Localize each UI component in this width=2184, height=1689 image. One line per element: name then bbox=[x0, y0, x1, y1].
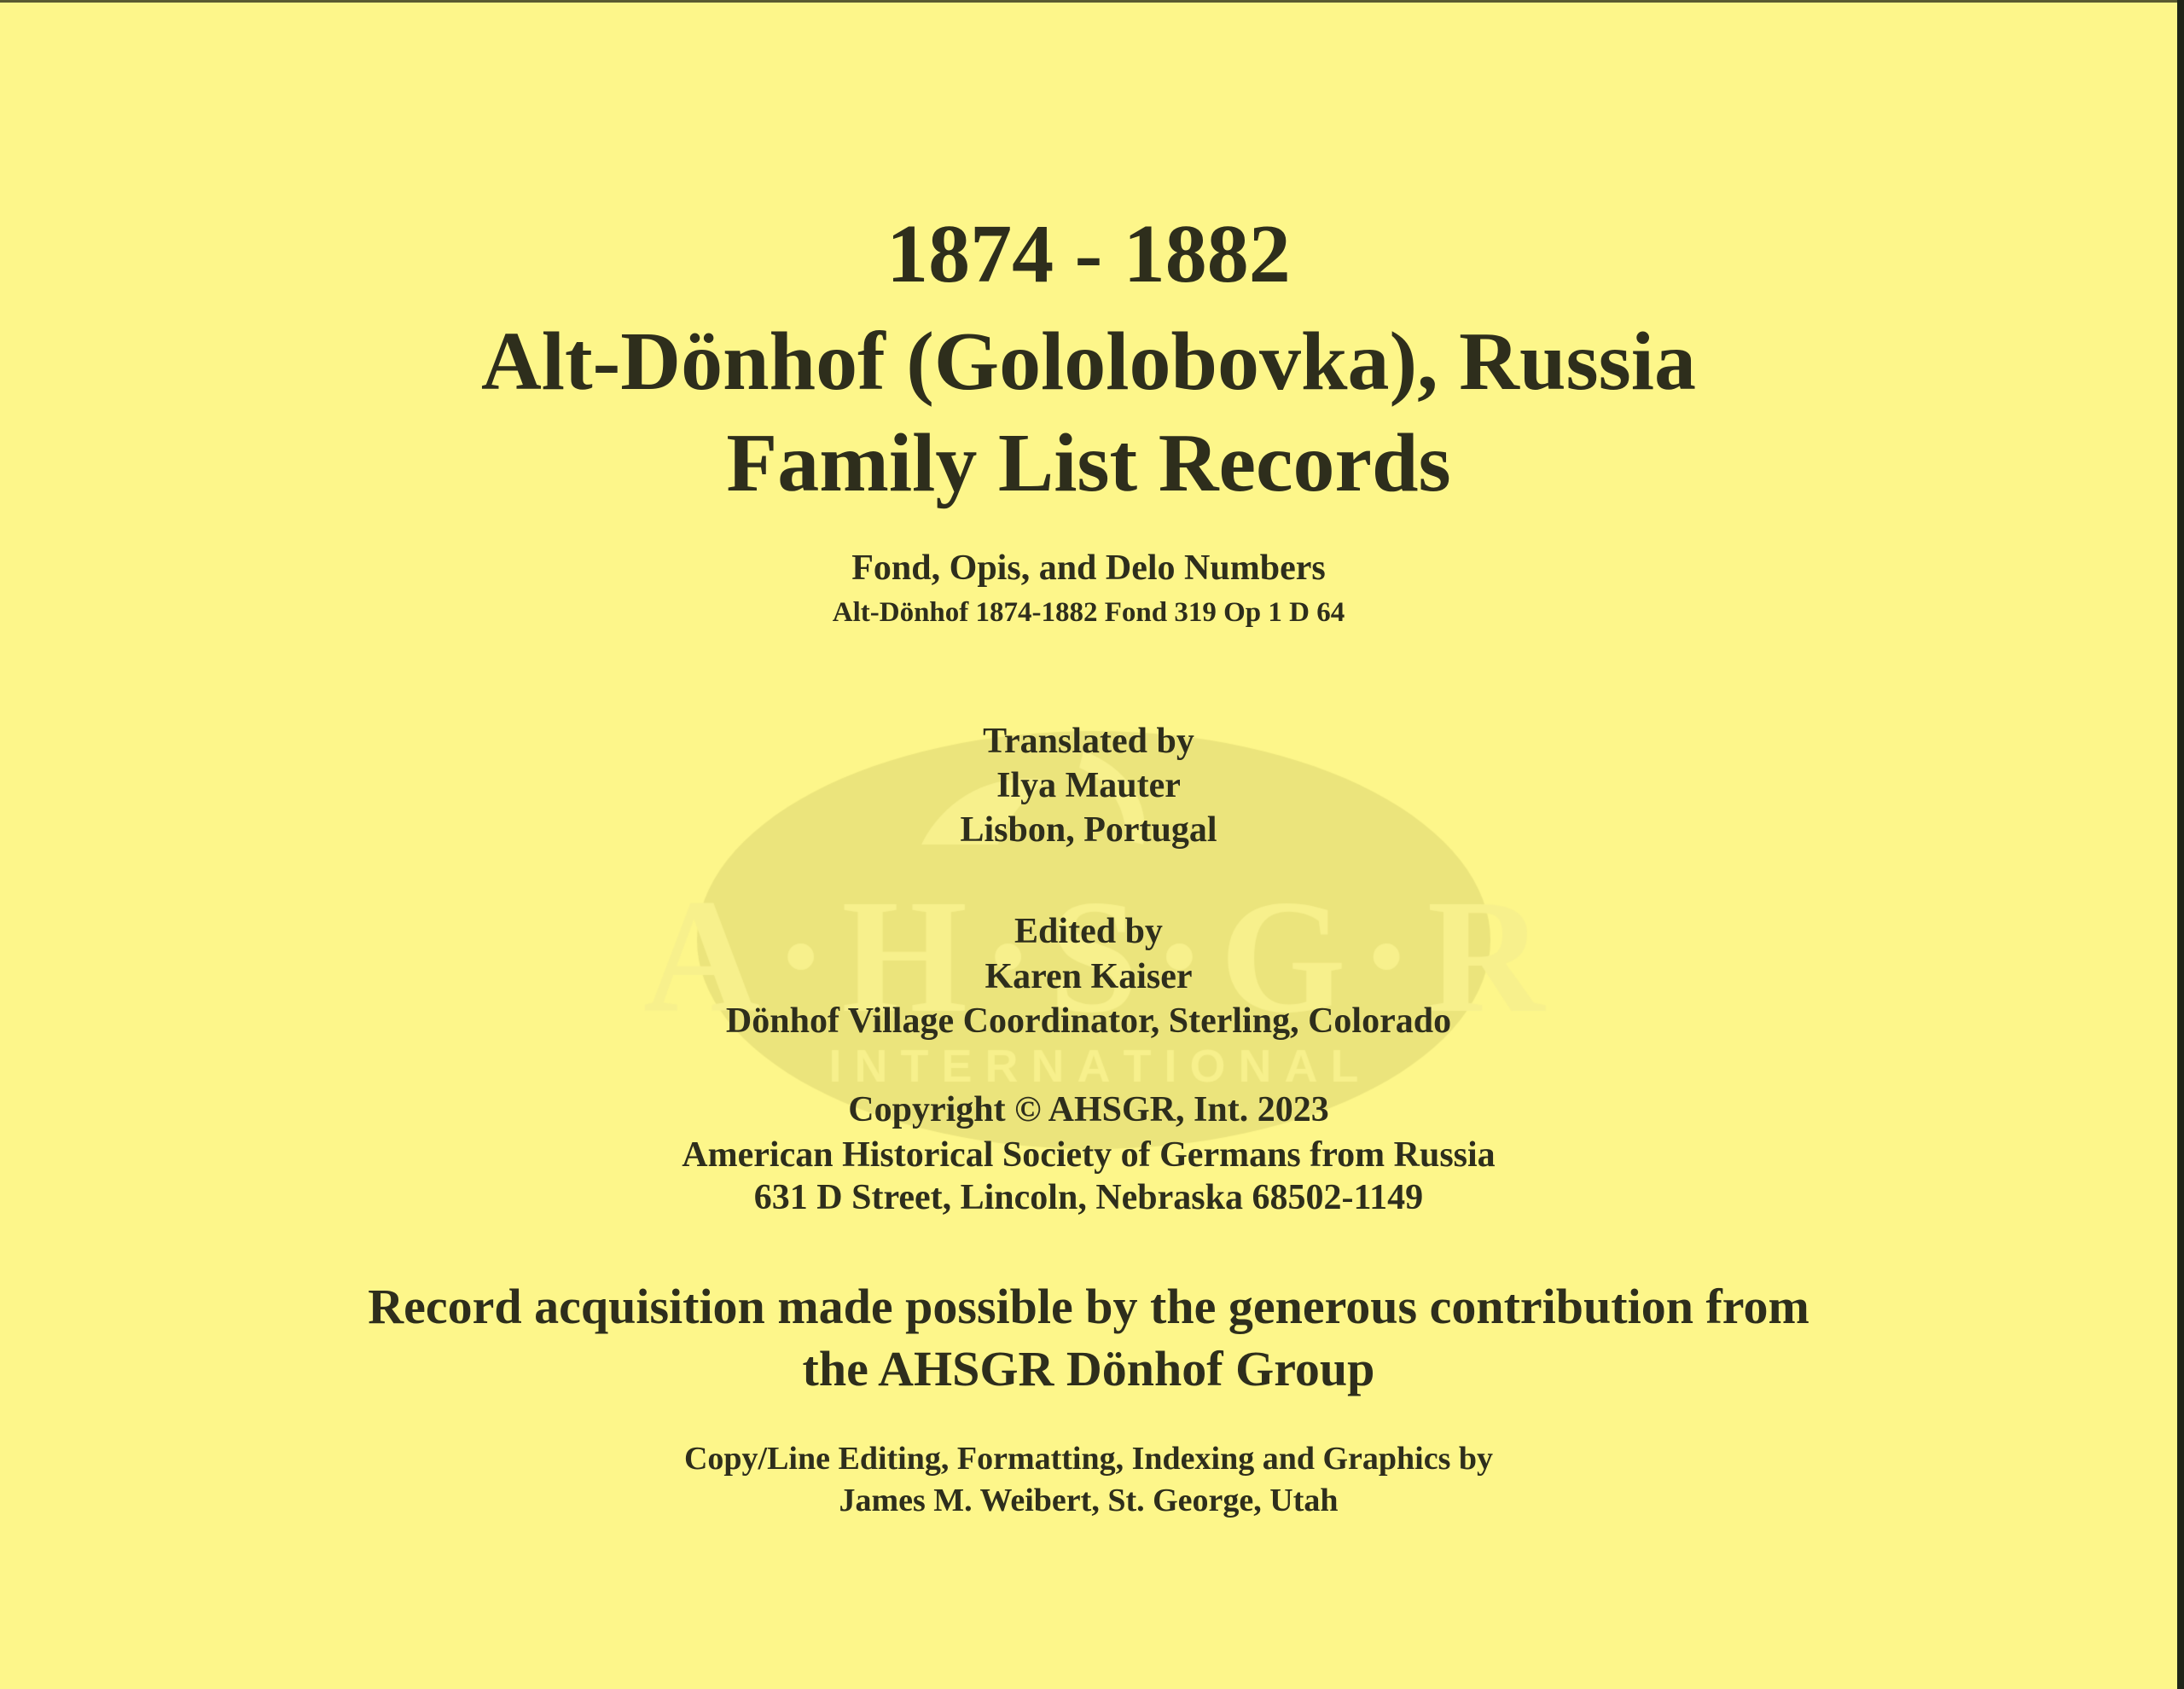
copyright-address: 631 D Street, Lincoln, Nebraska 68502-1149 bbox=[753, 1177, 1424, 1217]
archive-reference: Alt-Dönhof 1874-1882 Fond 319 Op 1 D 64 bbox=[832, 596, 1345, 628]
copyright-organization: American Historical Society of Germans from Russia bbox=[682, 1135, 1496, 1175]
editor-name: Karen Kaiser bbox=[985, 956, 1193, 996]
title-years: 1874 - 1882 bbox=[886, 208, 1291, 301]
acknowledgement-line-2: the AHSGR Dönhof Group bbox=[802, 1341, 1375, 1397]
title-subject: Family List Records bbox=[726, 417, 1451, 510]
title-place: Alt-Dönhof (Gololobovka), Russia bbox=[481, 316, 1696, 409]
translator-label: Translated by bbox=[983, 721, 1194, 761]
archive-heading: Fond, Opis, and Delo Numbers bbox=[851, 548, 1326, 588]
acknowledgement-line-1: Record acquisition made possible by the generous contribution from bbox=[368, 1279, 1809, 1335]
translator-location: Lisbon, Portugal bbox=[960, 810, 1217, 850]
credits-line-1: Copy/Line Editing, Formatting, Indexing and Graphics by bbox=[683, 1441, 1494, 1477]
credits-line-2: James M. Weibert, St. George, Utah bbox=[839, 1483, 1339, 1519]
editor-label: Edited by bbox=[1014, 911, 1163, 951]
copyright-notice: Copyright © AHSGR, Int. 2023 bbox=[848, 1089, 1329, 1129]
translator-name: Ilya Mauter bbox=[996, 765, 1181, 805]
editor-role: Dönhof Village Coordinator, Sterling, Colorado bbox=[725, 1001, 1452, 1041]
